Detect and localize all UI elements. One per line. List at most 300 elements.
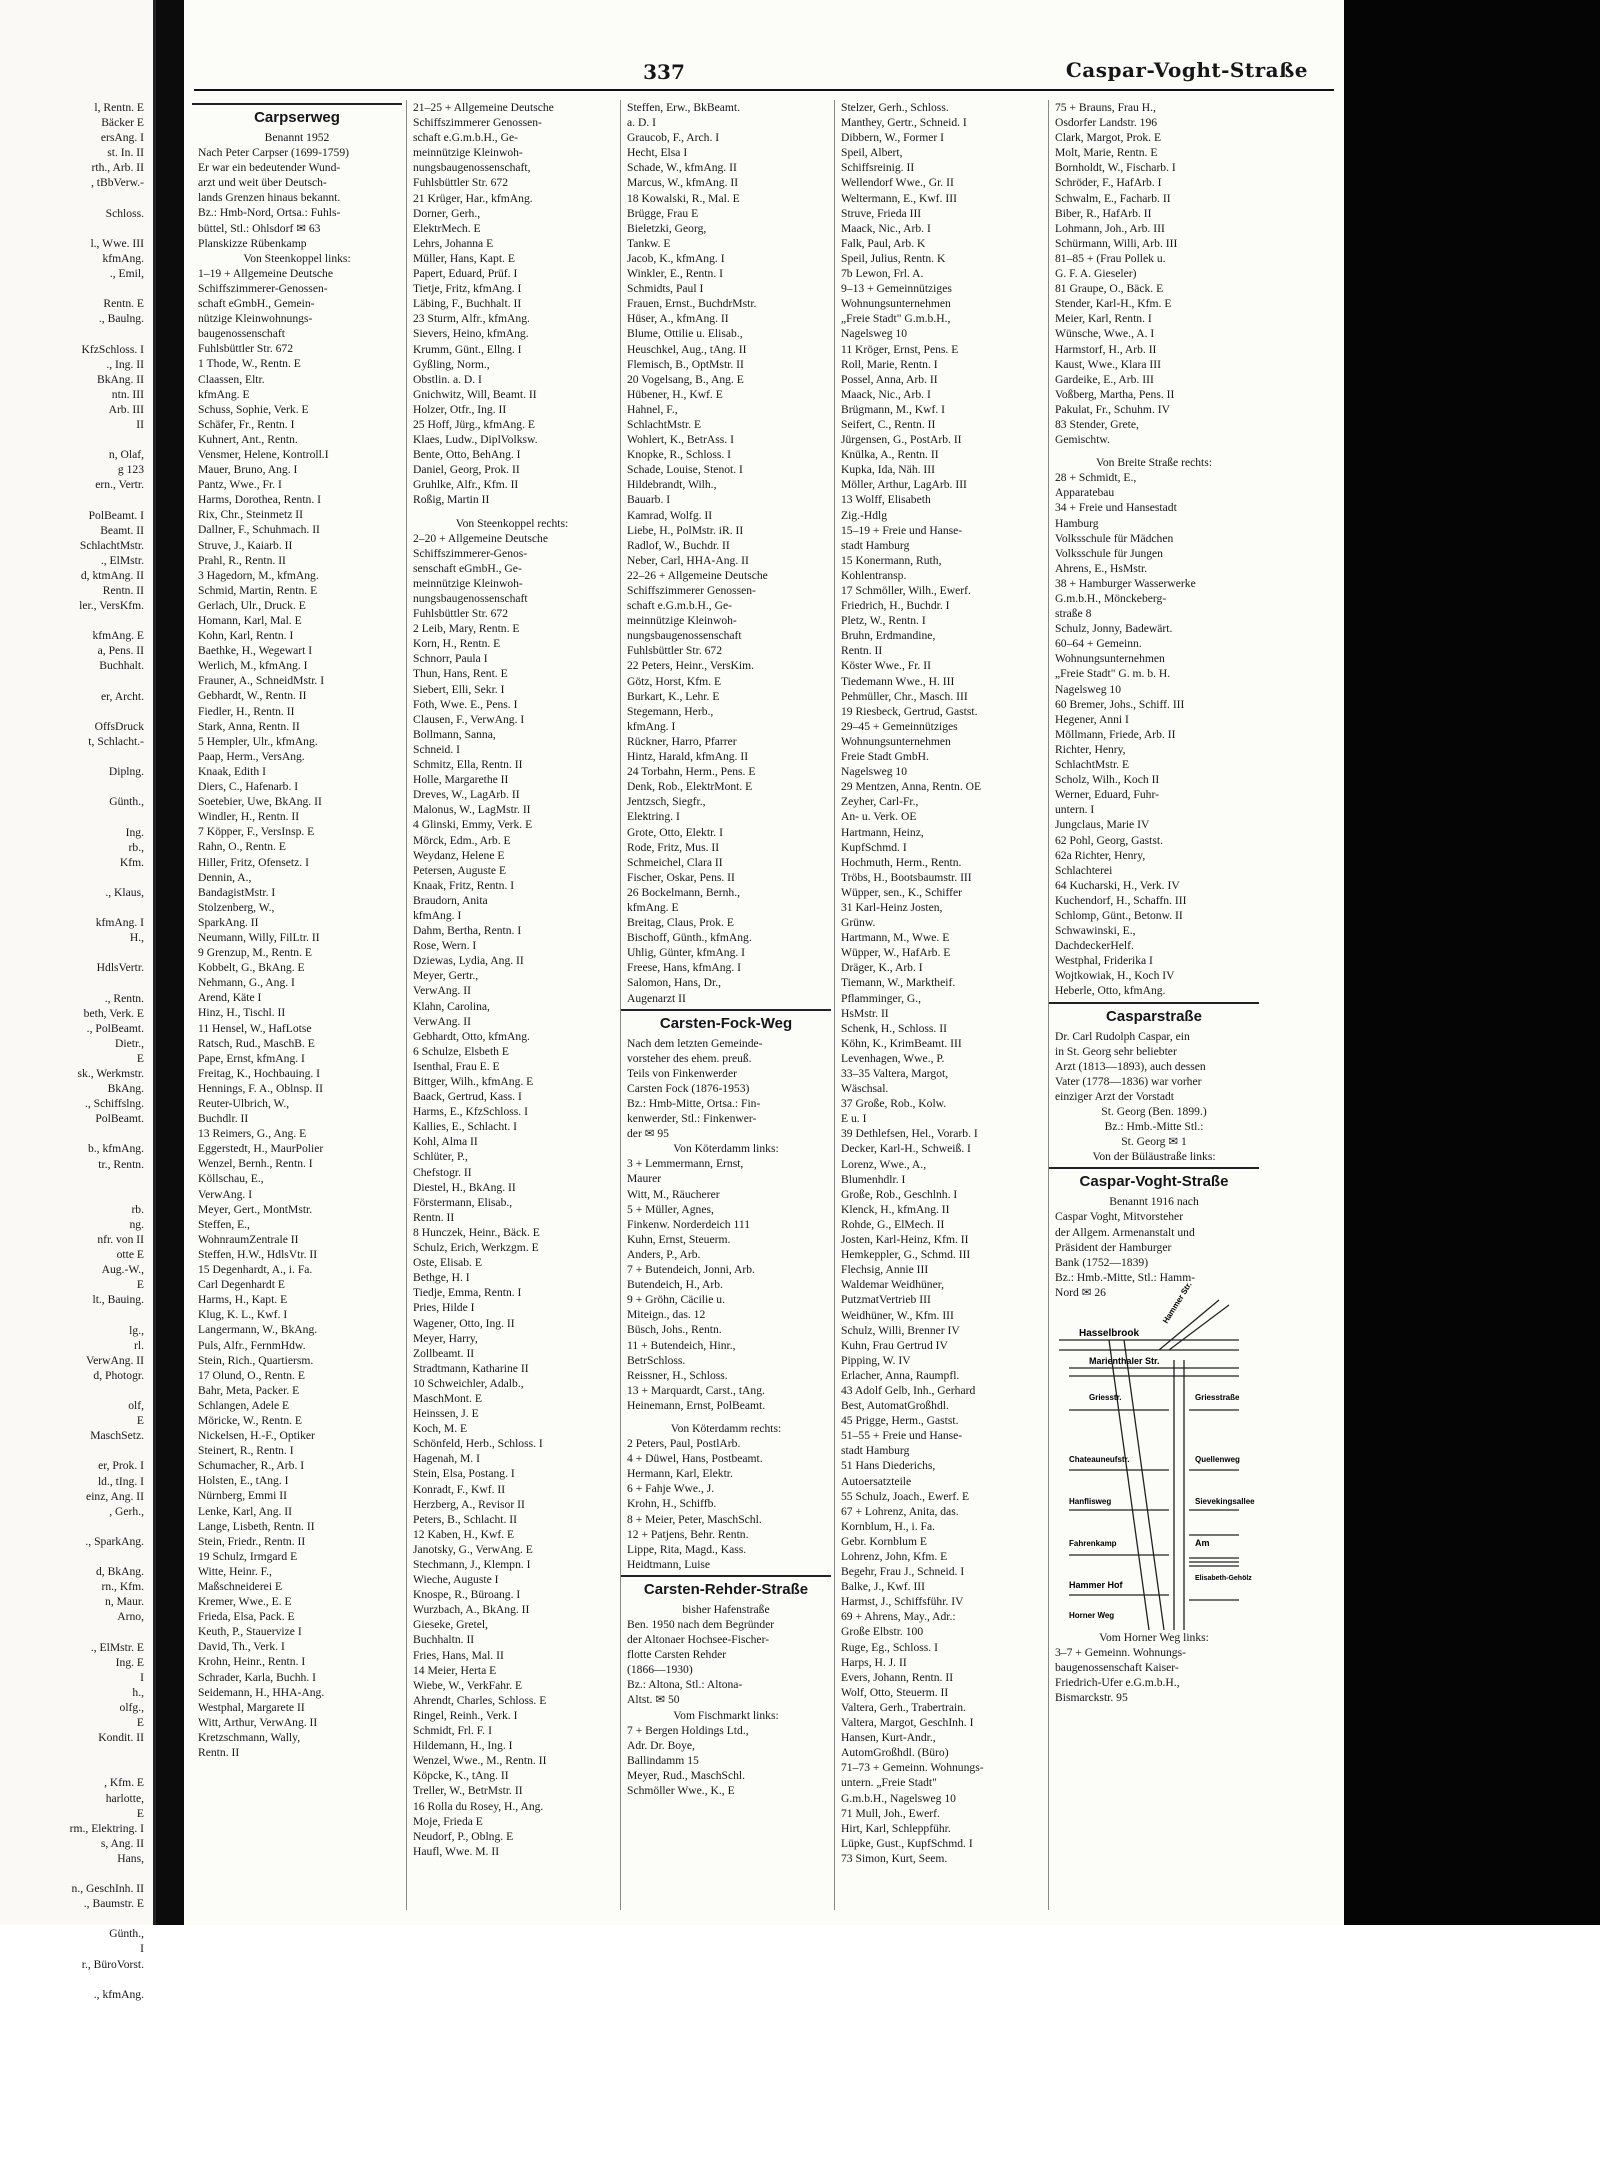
directory-entry: in St. Georg sehr beliebter — [1055, 1044, 1177, 1058]
directory-entry: Dennin, A., — [198, 870, 252, 884]
directory-entry: Dräger, K., Arb. I — [841, 961, 923, 975]
directory-entry: Bente, Otto, BehAng. I — [413, 448, 521, 462]
facing-page-line — [0, 704, 150, 719]
directory-entry: Stolzenberg, W., — [198, 900, 275, 914]
directory-entry: Ratsch, Rud., MaschB. E — [198, 1036, 315, 1050]
facing-page-line: Schloss. — [105, 206, 144, 220]
directory-entry: Petersen, Auguste E — [413, 863, 507, 877]
directory-entry: Mörck, Edm., Arb. E — [413, 833, 511, 847]
directory-entry: Autoersatzteile — [841, 1474, 912, 1488]
facing-page-line: s, Ang. II — [100, 1836, 144, 1850]
directory-entry: 6 Schulze, Elsbeth E — [413, 1044, 509, 1058]
directory-entry: Frauner, A., SchneidMstr. I — [198, 674, 325, 688]
directory-entry: Langermann, W., BkAng. — [198, 1323, 318, 1337]
directory-entry: Wiebe, W., VerkFahr. E — [413, 1678, 523, 1692]
directory-entry: 19 Schulz, Irmgard E — [198, 1549, 298, 1563]
directory-entry: Wüpper, sen., K., Schiffer — [841, 885, 963, 899]
directory-entry: 75 + Brauns, Frau H., — [1055, 101, 1156, 114]
directory-entry: Jentzsch, Siegfr., — [627, 795, 706, 809]
facing-page-line: II — [136, 417, 144, 431]
directory-entry: Kamrad, Wolfg. II — [627, 508, 713, 522]
facing-page-line: nfr. von II — [97, 1233, 144, 1247]
directory-entry: Wenzel, Wwe., M., Rentn. II — [413, 1754, 547, 1768]
directory-entry: Gemischtw. — [1055, 433, 1110, 447]
street-heading: Carsten-Fock-Weg — [621, 1009, 831, 1035]
directory-entry: PutzmatVertrieb III — [841, 1293, 931, 1307]
directory-entry: 8 + Meier, Peter, MaschSchl. — [627, 1512, 762, 1526]
directory-entry: Schiffszimmerer-Genos- — [413, 546, 528, 560]
directory-entry: 9 + Gröhn, Cäcilie u. — [627, 1293, 725, 1307]
facing-page-line: olf, — [128, 1399, 144, 1413]
directory-entry: Breitag, Claus, Prok. E — [627, 916, 734, 930]
directory-entry: Klenck, H., kfmAng. II — [841, 1202, 950, 1216]
directory-entry: Osdorfer Landstr. 196 — [1055, 116, 1158, 130]
directory-entry: Harms, H., Kapt. E — [198, 1293, 288, 1307]
directory-entry: Soetebier, Uwe, BkAng. II — [198, 795, 322, 809]
directory-entry: 7 + Butendeich, Jonni, Arb. — [627, 1263, 755, 1277]
facing-page-line: l, Rentn. E — [94, 101, 144, 114]
directory-entry: Best, AutomatGroßhdl. — [841, 1399, 949, 1413]
facing-page-line: MaschSetz. — [90, 1429, 144, 1443]
directory-entry: KupfSchmd. I — [841, 840, 907, 854]
directory-entry: Pape, Ernst, kfmAng. I — [198, 1051, 305, 1065]
facing-page-line: Diplng. — [108, 765, 144, 779]
directory-entry: Stegemann, Herb., — [627, 704, 714, 718]
directory-entry: Kobbelt, G., BkAng. E — [198, 961, 305, 975]
facing-page-line: ., Baumstr. E — [83, 1897, 144, 1911]
map-street-line — [1124, 1340, 1164, 1630]
directory-entry: 22–26 + Allgemeine Deutsche — [627, 568, 768, 582]
directory-entry: 23 Sturm, Alfr., kfmAng. — [413, 312, 530, 326]
directory-entry: meinnützige Kleinwoh- — [413, 576, 523, 590]
map-label: Hasselbrook — [1079, 1328, 1140, 1340]
section-subheading: St. Georg ✉ 1 — [1121, 1135, 1187, 1149]
directory-entry: Steinert, R., Rentn. I — [198, 1444, 294, 1458]
directory-entry: Harps, H. J. II — [841, 1655, 907, 1669]
directory-entry: Finkenw. Norderdeich 111 — [627, 1217, 750, 1231]
facing-page-line: BkAng. II — [96, 372, 144, 386]
directory-entry: 11 Kröger, Ernst, Pens. E — [841, 342, 959, 356]
directory-entry: Valtera, Margot, GeschInh. I — [841, 1716, 974, 1730]
section-subheading: Vom Horner Weg links: — [1099, 1631, 1209, 1645]
directory-entry: 33–35 Valtera, Margot, — [841, 1067, 949, 1080]
directory-entry: Biber, R., HafArb. II — [1055, 206, 1152, 220]
facing-page-text — [0, 100, 150, 2001]
directory-entry: Dziewas, Lydia, Ang. II — [413, 954, 524, 968]
facing-page-line: E — [136, 1806, 144, 1820]
directory-entry: Freie Stadt GmbH. — [841, 750, 929, 764]
directory-entry: Bz.: Hmb-Mitte, Ortsa.: Fin- — [627, 1097, 761, 1110]
facing-page-line: ., SparkAng. — [85, 1534, 144, 1548]
directory-entry: Stender, Karl-H., Kfm. E — [1055, 297, 1172, 311]
facing-page-line: rm., Elektring. I — [69, 1821, 144, 1835]
directory-entry: 69 + Ahrens, May., Adr.: — [841, 1610, 956, 1624]
directory-entry: Zeyher, Carl-Fr., — [841, 795, 919, 809]
section-subheading: Von der Büläustraße links: — [1092, 1150, 1216, 1164]
directory-entry: Winkler, E., Rentn. I — [627, 267, 723, 281]
directory-entry: Stradtmann, Katharine II — [413, 1361, 529, 1375]
facing-page-line: ., Emil, — [109, 267, 144, 281]
section-subheading: Von Köterdamm rechts: — [670, 1421, 782, 1435]
directory-entry: Gardeike, E., Arb. III — [1055, 372, 1154, 386]
directory-entry: Diestel, H., BkAng. II — [413, 1180, 516, 1194]
directory-entry: Bollmann, Sanna, — [413, 727, 496, 741]
map-label: Chateauneufstr. — [1069, 1455, 1130, 1465]
directory-page — [184, 0, 1344, 1925]
facing-page-line: g 123 — [117, 463, 144, 477]
facing-page-line — [0, 1745, 150, 1760]
directory-entry: lands Grenzen hinaus bekannt. — [198, 191, 341, 205]
facing-page-line: olfg., — [119, 1700, 144, 1714]
facing-page-line: I — [140, 1942, 144, 1956]
directory-entry: Harmstorf, H., Arb. II — [1055, 342, 1157, 356]
directory-entry: Burkart, K., Lehr. E — [627, 689, 720, 703]
directory-entry: Witte, Heinr. F., — [198, 1564, 272, 1578]
directory-entry: Krohn, Heinr., Rentn. I — [198, 1655, 306, 1669]
directory-entry: meinnützige Kleinwoh- — [627, 614, 737, 628]
facing-page-line: sk., Werkmstr. — [77, 1067, 144, 1080]
directory-entry: SchlachtMstr. E — [1055, 758, 1130, 772]
directory-entry: Gnichwitz, Will, Beamt. II — [413, 387, 537, 401]
directory-entry: 19 Riesbeck, Gertrud, Gastst. — [841, 704, 978, 718]
directory-entry: Roll, Marie, Rentn. I — [841, 357, 938, 371]
directory-entry: Nagelsweg 10 — [1055, 682, 1122, 696]
directory-entry: Flechsig, Annie III — [841, 1263, 929, 1277]
directory-entry: Rose, Wern. I — [413, 939, 477, 953]
map-label: Hammer Hof — [1069, 1580, 1123, 1591]
directory-entry: Lorenz, Wwe., A., — [841, 1157, 927, 1171]
directory-entry: Waldemar Weidhüner, — [841, 1278, 945, 1292]
directory-entry: 21 Krüger, Har., kfmAng. — [413, 191, 533, 205]
directory-entry: Kohlentransp. — [841, 568, 907, 582]
directory-entry: Nach Peter Carpser (1699-1759) — [198, 146, 349, 160]
facing-page-line — [0, 191, 150, 206]
facing-page-line: lt., Bauing. — [92, 1293, 144, 1307]
directory-entry: Treller, W., BetrMstr. II — [413, 1784, 523, 1798]
directory-entry: Schiffszimmerer Genossen- — [627, 584, 756, 597]
directory-entry: Ballindamm 15 — [627, 1753, 699, 1767]
directory-entry: straße 8 — [1055, 607, 1092, 621]
directory-entry: 15 Degenhardt, A., i. Fa. — [198, 1263, 313, 1277]
directory-entry: Frieda, Elsa, Pack. E — [198, 1610, 295, 1624]
facing-page-line — [0, 1549, 150, 1564]
directory-entry: Hansen, Kurt-Andr., — [841, 1731, 936, 1745]
directory-entry: Große, Rob., Geschlnh. I — [841, 1187, 958, 1201]
facing-page-line: einz, Ang. II — [86, 1489, 144, 1503]
facing-page-line: ., ElMstr. E — [90, 1640, 144, 1654]
directory-entry: stadt Hamburg — [841, 538, 910, 552]
directory-entry: nungsbaugenossenschaft — [627, 629, 742, 643]
directory-entry: Gyßling, Norm., — [413, 357, 490, 371]
directory-entry: Möricke, W., Rentn. E — [198, 1413, 303, 1427]
directory-entry: Gebhardt, W., Rentn. II — [198, 689, 307, 703]
directory-entry: Wohnungsunternehmen — [841, 297, 951, 311]
directory-entry: Seidemann, H., HHA-Ang. — [198, 1685, 325, 1699]
directory-entry: Jacob, K., kfmAng. I — [627, 251, 725, 265]
directory-entry: Schade, Louise, Stenot. I — [627, 463, 743, 477]
facing-page-line — [0, 674, 150, 689]
directory-entry: kfmAng. I — [413, 908, 462, 922]
map-label: Am — [1195, 1538, 1210, 1549]
directory-entry: Ruge, Eg., Schloss. I — [841, 1640, 938, 1654]
directory-entry: E u. I — [841, 1112, 867, 1126]
facing-page-line: rb. — [131, 1202, 144, 1216]
directory-entry: G. F. A. Gieseler) — [1055, 267, 1137, 281]
directory-entry: 6 + Fahje Wwe., J. — [627, 1482, 715, 1496]
directory-entry: der Allgem. Armenanstalt und — [1055, 1225, 1195, 1239]
facing-page-line: d, BkAng. — [96, 1565, 144, 1579]
directory-entry: Bz.: Hmb-Nord, Ortsa.: Fuhls- — [198, 206, 341, 220]
directory-entry: Bismarckstr. 95 — [1055, 1691, 1128, 1705]
scan-background — [1344, 0, 1600, 1925]
directory-entry: Bieletzki, Georg, — [627, 221, 707, 235]
directory-entry: Fuhlsbüttler Str. 672 — [198, 342, 294, 356]
directory-entry: Möllmann, Friede, Arb. II — [1055, 727, 1176, 741]
directory-entry: Liebe, H., PolMstr. iR. II — [627, 523, 744, 537]
directory-entry: Nord ✉ 26 — [1055, 1285, 1106, 1299]
facing-page-line: b., kfmAng. — [87, 1142, 144, 1156]
directory-entry: „Freie Stadt" G. m. b. H. — [1055, 667, 1171, 681]
directory-entry: Weidhüner, W., Kfm. III — [841, 1308, 954, 1322]
facing-page-line: ., Schiffslng. — [84, 1097, 144, 1111]
directory-entry: 60 Bremer, Johs., Schiff. III — [1055, 697, 1185, 711]
directory-entry: Schumacher, R., Arb. I — [198, 1459, 305, 1473]
facing-page-line — [0, 749, 150, 764]
facing-page-line: HdlsVertr. — [96, 961, 144, 975]
directory-entry: Pflamminger, G., — [841, 991, 922, 1005]
directory-entry: Elektring. I — [627, 810, 680, 824]
directory-entry: Kornblum, H., i. Fa. — [841, 1519, 936, 1533]
page-number: 337 — [643, 60, 685, 84]
section-subheading: Von Steenkoppel rechts: — [455, 516, 569, 530]
directory-entry: Pakulat, Fr., Schuhm. IV — [1055, 402, 1170, 416]
directory-entry: Seifert, C., Rentn. II — [841, 417, 936, 431]
directory-entry: Wohnungsunternehmen — [1055, 652, 1165, 666]
directory-entry: Knaak, Edith I — [198, 764, 266, 778]
facing-page-line: beth, Verk. E — [83, 1006, 144, 1020]
directory-entry: kfmAng. E — [198, 387, 250, 401]
directory-entry: Begehr, Frau J., Schneid. I — [841, 1565, 965, 1579]
directory-entry: Fiedler, H., Rentn. II — [198, 704, 295, 718]
directory-entry: untern. „Freie Stadt" — [841, 1776, 937, 1790]
directory-entry: Freitag, K., Hochbauing. I — [198, 1066, 321, 1080]
directory-entry: Stark, Anna, Rentn. II — [198, 719, 300, 733]
directory-entry: 1 Thode, W., Rentn. E — [198, 357, 301, 371]
header-rule — [194, 88, 1334, 92]
directory-entry: senschaft eGmbH., Ge- — [413, 561, 522, 575]
directory-entry: Sievers, Heino, kfmAng. — [413, 327, 529, 341]
facing-page-line — [0, 975, 150, 990]
directory-entry: kenwerder, Stl.: Finkenwer- — [627, 1112, 757, 1126]
directory-entry: Harmst, J., Schiffsführ. IV — [841, 1595, 964, 1609]
directory-entry: Schmid, Martin, Rentn. E — [198, 583, 318, 597]
facing-page-line: l., Wwe. III — [90, 236, 144, 250]
section-subheading: Von Köterdamm links: — [673, 1142, 779, 1156]
directory-entry: Gieseke, Gretel, — [413, 1618, 489, 1632]
directory-entry: vorsteher des ehem. preuß. — [627, 1051, 752, 1065]
facing-page-line: ., ElMstr. — [100, 553, 144, 567]
directory-entry: Jungclaus, Marie IV — [1055, 818, 1150, 832]
facing-page-line — [0, 1972, 150, 1987]
facing-page-line: t, Schlacht.- — [88, 734, 144, 748]
directory-entry: 9 Grenzup, M., Rentn. E — [198, 946, 312, 960]
directory-entry: Schneid. I — [413, 742, 461, 756]
facing-page-line — [0, 1760, 150, 1775]
facing-page-line: rth., Arb. II — [91, 161, 144, 175]
directory-entry: Dallner, F., Schuhmach. II — [198, 523, 320, 537]
directory-entry: der ✉ 95 — [627, 1127, 669, 1141]
directory-entry: Janotsky, G., VerwAng. E — [413, 1542, 533, 1556]
directory-entry: G.m.b.H., Mönckeberg- — [1055, 592, 1167, 605]
directory-entry: Kaust, Wwe., Klara III — [1055, 357, 1162, 371]
directory-entry: Buchdlr. II — [198, 1112, 249, 1126]
directory-entry: Lange, Lisbeth, Rentn. II — [198, 1519, 315, 1533]
directory-entry: Stelzer, Gerh., Schloss. — [841, 101, 949, 114]
directory-entry: Hochmuth, Herm., Rentn. — [841, 855, 962, 869]
directory-entry: Eggerstedt, H., MaurPolier — [198, 1142, 324, 1156]
directory-entry: Bauarb. I — [627, 493, 671, 507]
map-label: Griesstraße — [1195, 1393, 1240, 1403]
directory-entry: Altst. ✉ 50 — [627, 1693, 680, 1707]
section-subheading: St. Georg (Ben. 1899.) — [1101, 1105, 1207, 1118]
directory-entry: Obstlin. a. D. I — [413, 372, 482, 386]
facing-page-line: st. In. II — [107, 146, 144, 160]
directory-entry: 3 Hagedorn, M., kfmAng. — [198, 568, 319, 582]
directory-entry: VerwAng. II — [413, 1014, 471, 1028]
directory-entry: Bischoff, Günth., kfmAng. — [627, 931, 752, 945]
directory-entry: Schulz, Jonny, Badewärt. — [1055, 622, 1173, 636]
directory-entry: Miteign., das. 12 — [627, 1308, 706, 1322]
map-label: Elisabeth-Gehölz — [1195, 1575, 1252, 1583]
directory-entry: baugenossenschaft — [198, 327, 285, 341]
directory-entry: Rohde, G., ElMech. II — [841, 1217, 945, 1231]
directory-entry: Klug, K. L., Kwf. I — [198, 1308, 288, 1322]
facing-page-line: ntn. III — [111, 387, 144, 401]
directory-entry: Hartmann, M., Wwe. E — [841, 931, 950, 945]
directory-entry: Caspar Voght, Mitvorsteher — [1055, 1210, 1184, 1224]
facing-page-line: Arno, — [117, 1610, 144, 1624]
directory-entry: Hartmann, Heinz, — [841, 825, 924, 839]
directory-entry: Voßberg, Martha, Pens. II — [1055, 387, 1175, 401]
directory-entry: Radlof, W., Buchdr. II — [627, 538, 730, 552]
column-1 — [192, 100, 402, 1910]
directory-entry: Harms, Dorothea, Rentn. I — [198, 493, 321, 507]
directory-entry: Mauer, Bruno, Ang. I — [198, 463, 298, 477]
directory-entry: Josten, Karl-Heinz, Kfm. II — [841, 1233, 969, 1247]
directory-entry: Brügmann, M., Kwf. I — [841, 402, 946, 416]
directory-entry: Schade, W., kfmAng. II — [627, 161, 737, 175]
directory-entry: 3–7 + Gemeinn. Wohnungs- — [1055, 1646, 1186, 1660]
directory-entry: Rückner, Harro, Pfarrer — [627, 734, 737, 748]
directory-entry: 62 Pohl, Georg, Gastst. — [1055, 833, 1163, 847]
directory-entry: Teils von Finkenwerder — [627, 1066, 737, 1080]
facing-page-line: Buchhalt. — [99, 659, 144, 673]
facing-page-line — [0, 613, 150, 628]
directory-entry: Ben. 1950 nach dem Begründer — [627, 1618, 775, 1631]
directory-entry: 11 Hensel, W., HafLotse — [198, 1021, 312, 1035]
directory-entry: Keuth, P., Stauervize I — [198, 1625, 302, 1639]
directory-entry: Wäschsal. — [841, 1082, 889, 1096]
section-gap — [1049, 447, 1259, 455]
section-subheading: Von Breite Straße rechts: — [1095, 456, 1213, 470]
directory-entry: Nehmann, G., Ang. I — [198, 976, 295, 990]
directory-entry: Blumenhdlr. I — [841, 1172, 906, 1186]
facing-page-line: ern., Vertr. — [95, 478, 144, 492]
directory-entry: Dreves, W., LagArb. II — [413, 788, 520, 802]
facing-page-line: otte E — [116, 1248, 144, 1262]
directory-entry: Neumann, Willy, FilLtr. II — [198, 930, 320, 944]
directory-entry: 81–85 + (Frau Pollek u. — [1055, 251, 1166, 265]
directory-entry: Butendeich, H., Arb. — [627, 1278, 723, 1292]
directory-entry: Holle, Margarethe II — [413, 773, 509, 787]
directory-entry: Maurer — [627, 1172, 662, 1186]
directory-entry: 3 + Lemmermann, Ernst, — [627, 1157, 744, 1171]
directory-entry: Wohnungsunternehmen — [841, 734, 951, 748]
directory-entry: Tiedje, Emma, Rentn. I — [413, 1286, 522, 1300]
directory-entry: Clausen, F., VerwAng. I — [413, 712, 525, 726]
directory-entry: Knülka, A., Rentn. II — [841, 448, 939, 462]
map-label: Marienthaler Str. — [1089, 1356, 1160, 1367]
directory-entry: 24 Torbahn, Herm., Pens. E — [627, 765, 756, 779]
directory-entry: Heuschkel, Aug., tAng. II — [627, 342, 747, 356]
directory-entry: Heinemann, Ernst, PolBeamt. — [627, 1398, 766, 1412]
directory-entry: Schlangen, Adele E — [198, 1398, 290, 1412]
facing-page-line: , tBbVerw.- — [90, 176, 144, 190]
section-gap — [407, 508, 617, 516]
directory-entry: Fischer, Oskar, Pens. II — [627, 870, 735, 884]
facing-page-line: Ing. E — [115, 1655, 144, 1669]
map-label: Quellenweg — [1195, 1455, 1240, 1465]
directory-entry: Krohn, H., Schiffb. — [627, 1497, 717, 1511]
directory-entry: Schwalm, E., Facharb. II — [1055, 191, 1171, 205]
directory-entry: Hemkeppler, G., Schmd. III — [841, 1248, 971, 1262]
facing-page-line — [0, 900, 150, 915]
directory-entry: untern. I — [1055, 803, 1095, 817]
facing-page-line: ., Klaus, — [105, 885, 144, 899]
directory-entry: 21–25 + Allgemeine Deutsche — [413, 101, 554, 114]
section-subheading: Von Steenkoppel links: — [243, 251, 351, 265]
directory-entry: Dr. Carl Rudolph Caspar, ein — [1055, 1029, 1190, 1043]
facing-page-line — [0, 492, 150, 507]
directory-entry: Witt, Arthur, VerwAng. II — [198, 1715, 318, 1729]
directory-entry: 29–45 + Gemeinnütziges — [841, 719, 958, 733]
facing-page-line: a, Pens. II — [97, 644, 144, 658]
directory-entry: Decker, Karl-H., Schweiß. I — [841, 1142, 971, 1156]
directory-entry: AutomGroßhdl. (Büro) — [841, 1746, 949, 1760]
directory-entry: Bz.: Altona, Stl.: Altona- — [627, 1678, 743, 1692]
directory-entry: Possel, Anna, Arb. II — [841, 372, 938, 386]
directory-entry: Levenhagen, Wwe., P. — [841, 1051, 945, 1065]
directory-entry: Bornholdt, W., Fischarb. I — [1055, 161, 1176, 175]
directory-entry: Dahm, Bertha, Rentn. I — [413, 924, 522, 938]
directory-entry: 1–19 + Allgemeine Deutsche — [198, 266, 334, 280]
facing-page-line — [0, 1308, 150, 1323]
map-street-line — [1169, 1305, 1229, 1350]
directory-entry: 15–19 + Freie und Hanse- — [841, 523, 963, 537]
running-head: Caspar-Voght-Straße — [1065, 58, 1308, 82]
directory-entry: Werlich, M., kfmAng. I — [198, 659, 308, 673]
facing-page-line — [0, 870, 150, 885]
facing-page-line: rl. — [134, 1338, 144, 1352]
directory-entry: Blume, Ottilie u. Elisab., — [627, 327, 743, 341]
directory-entry: DachdeckerHelf. — [1055, 939, 1134, 953]
facing-page-line: Bäcker E — [101, 116, 144, 130]
directory-entry: Stein, Friedr., Rentn. II — [198, 1534, 306, 1548]
directory-entry: Evers, Johann, Rentn. II — [841, 1670, 954, 1684]
map-label: Horner Weg — [1069, 1611, 1115, 1621]
directory-entry: 8 Hunczek, Heinr., Bäck. E — [413, 1225, 540, 1239]
directory-entry: Baethke, H., Wegewart I — [198, 644, 313, 658]
